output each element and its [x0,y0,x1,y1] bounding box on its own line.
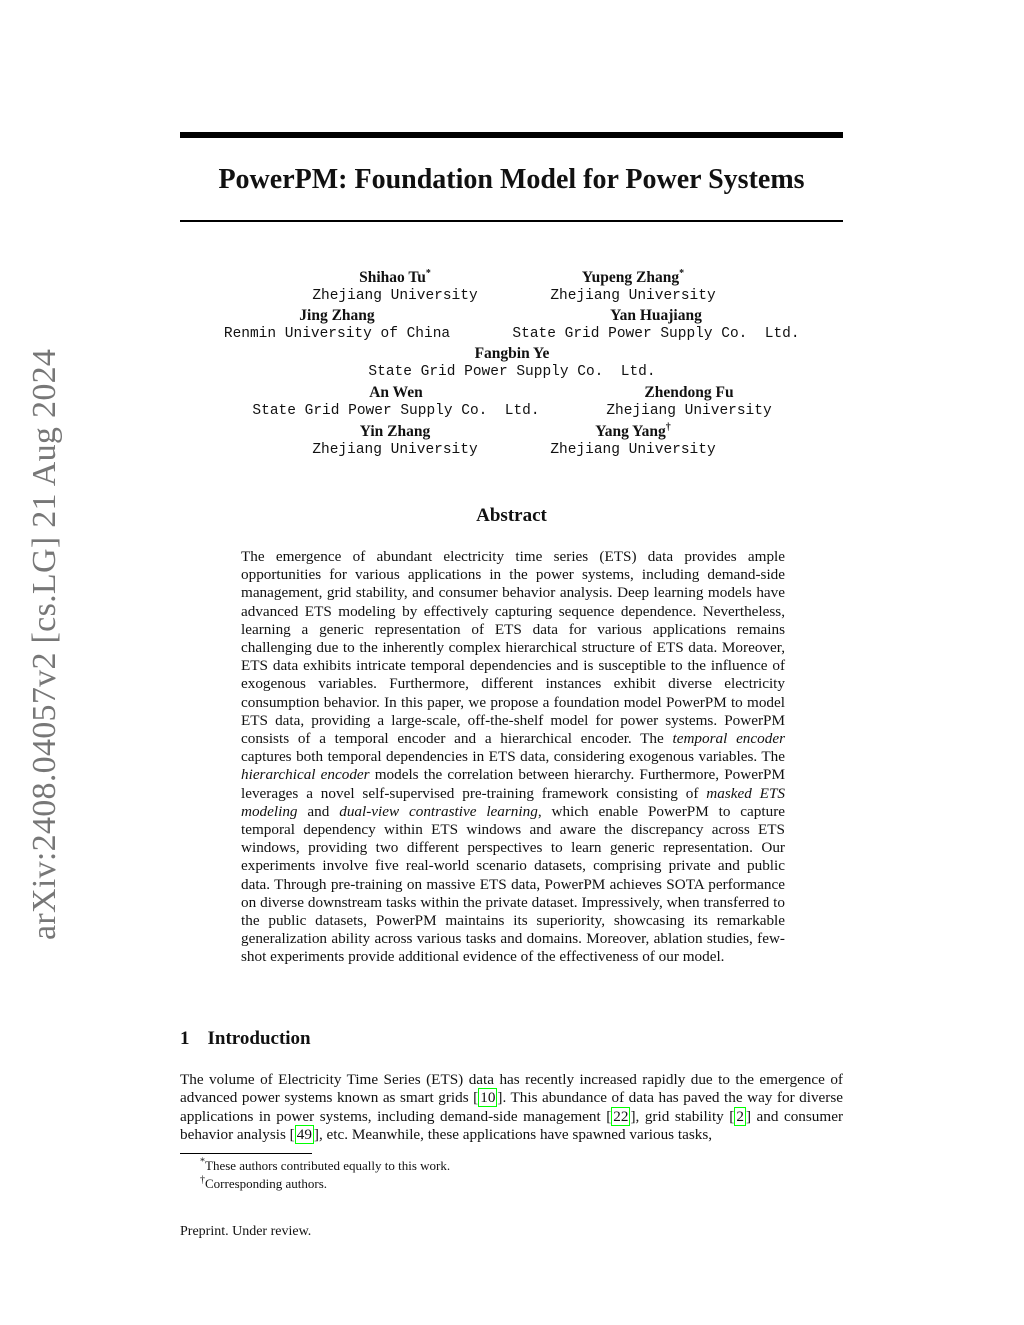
author-affiliation: State Grid Power Supply Co. Ltd. [252,403,540,419]
arxiv-stamp: arXiv:2408.04057v2 [cs.LG] 21 Aug 2024 [26,348,63,940]
author-block [486,306,826,344]
title-rule-bottom [180,220,843,222]
author-affiliation: Zhejiang University [312,442,478,458]
abstract-heading: Abstract [476,505,547,526]
author-name: Fangbin Ye [474,345,550,362]
author-affiliation: State Grid Power Supply Co. Ltd. [368,364,656,380]
author-block [463,422,803,460]
author-block [167,306,507,344]
author-affiliation: State Grid Power Supply Co. Ltd. [512,326,800,342]
author-name: Shihao Tu* [359,267,431,286]
author-affiliation: Zhejiang University [550,442,716,458]
citation-link[interactable]: 49 [296,1126,312,1144]
paper-title: PowerPM: Foundation Model for Power Systems [218,164,805,195]
intro-paragraph: The volume of Electricity Time Series (ETS) data has recently increased rapidly due to the emergence of advanced power systems known as smart grids [ 10 ]. This abundance of data has paved the way for diverse applications in power systems, including demand-side management [ 22 ], grid stability [ 2 ] and consumer behavior analysis [ 49 ], etc. Meanwhile, these applications have spawned various tasks, [180,1071,844,1144]
citation-link[interactable]: 2 [736,1107,744,1125]
citation-link[interactable]: 10 [480,1089,496,1107]
author-name: Zhendong Fu [644,384,734,401]
footnote: *These authors contributed equally to this work. [200,1156,451,1173]
author-affiliation: Zhejiang University [550,288,716,304]
author-affiliation: Renmin University of China [223,326,451,342]
author-block [463,268,803,306]
citation-link[interactable]: 22 [613,1107,629,1125]
footnote: †Corresponding authors. [200,1174,328,1191]
author-name: Jing Zhang [299,307,375,324]
author-block [342,344,682,382]
author-block [226,383,566,421]
author-name: Yupeng Zhang* [581,267,685,286]
abstract-text: The emergence of abundant electricity time series (ETS) data provides ample opportunities for various applications in the power systems, including demand-side management, grid stability, and consumer behavior analysis. Deep learning models have advanced ETS modeling by effectively capturing sequence dependence. Nevertheless, learning a generic representation of ETS data for various applications remains challenging due to the inherently complex hierarchical structure of ETS data. Moreover, ETS data exhibits intricate temporal dependencies and is susceptible to the influence of exogenous variables. Furthermore, different instances exhibit diverse electricity consumption behavior. In this paper, we propose a foundation model PowerPM to model ETS data, providing a large-scale, off-the-shelf model for power systems. PowerPM consists of a temporal encoder and a hierarchical encoder. The temporal encoder captures both temporal dependencies in ETS data, considering exogenous variables. The hierarchical encoder models the correlation between hierarchy. Furthermore, PowerPM leverages a novel self-supervised pre-training framework consisting of masked ETS modeling and dual-view contrastive learning, which enable PowerPM to capture temporal dependency within ETS windows and aware the discrepancy across ETS windows, providing two different perspectives to learn generic representation. Our experiments involve five real-world scenario datasets, comprising private and public data. Through pre-training on massive ETS data, PowerPM achieves SOTA performance on diverse downstream tasks within the private dataset. Impressively, when transferred to the public datasets, PowerPM maintains its superiority, showcasing its remarkable generalization ability across various tasks and domains. Moreover, ablation studies, few-shot experiments provide additional evidence of the effectiveness of our model. [241,548,785,966]
title-rule-top [180,132,843,138]
author-name: Yan Huajiang [610,307,702,324]
author-name: An Wen [369,384,423,401]
footnote-rule [180,1153,312,1154]
section-heading: 1 Introduction [180,1028,311,1049]
author-name: Yin Zhang [359,423,431,440]
author-affiliation: Zhejiang University [606,403,772,419]
author-affiliation: Zhejiang University [312,288,478,304]
preprint-note: Preprint. Under review. [180,1224,312,1239]
author-block [519,383,859,421]
author-name: Yang Yang† [595,421,671,440]
